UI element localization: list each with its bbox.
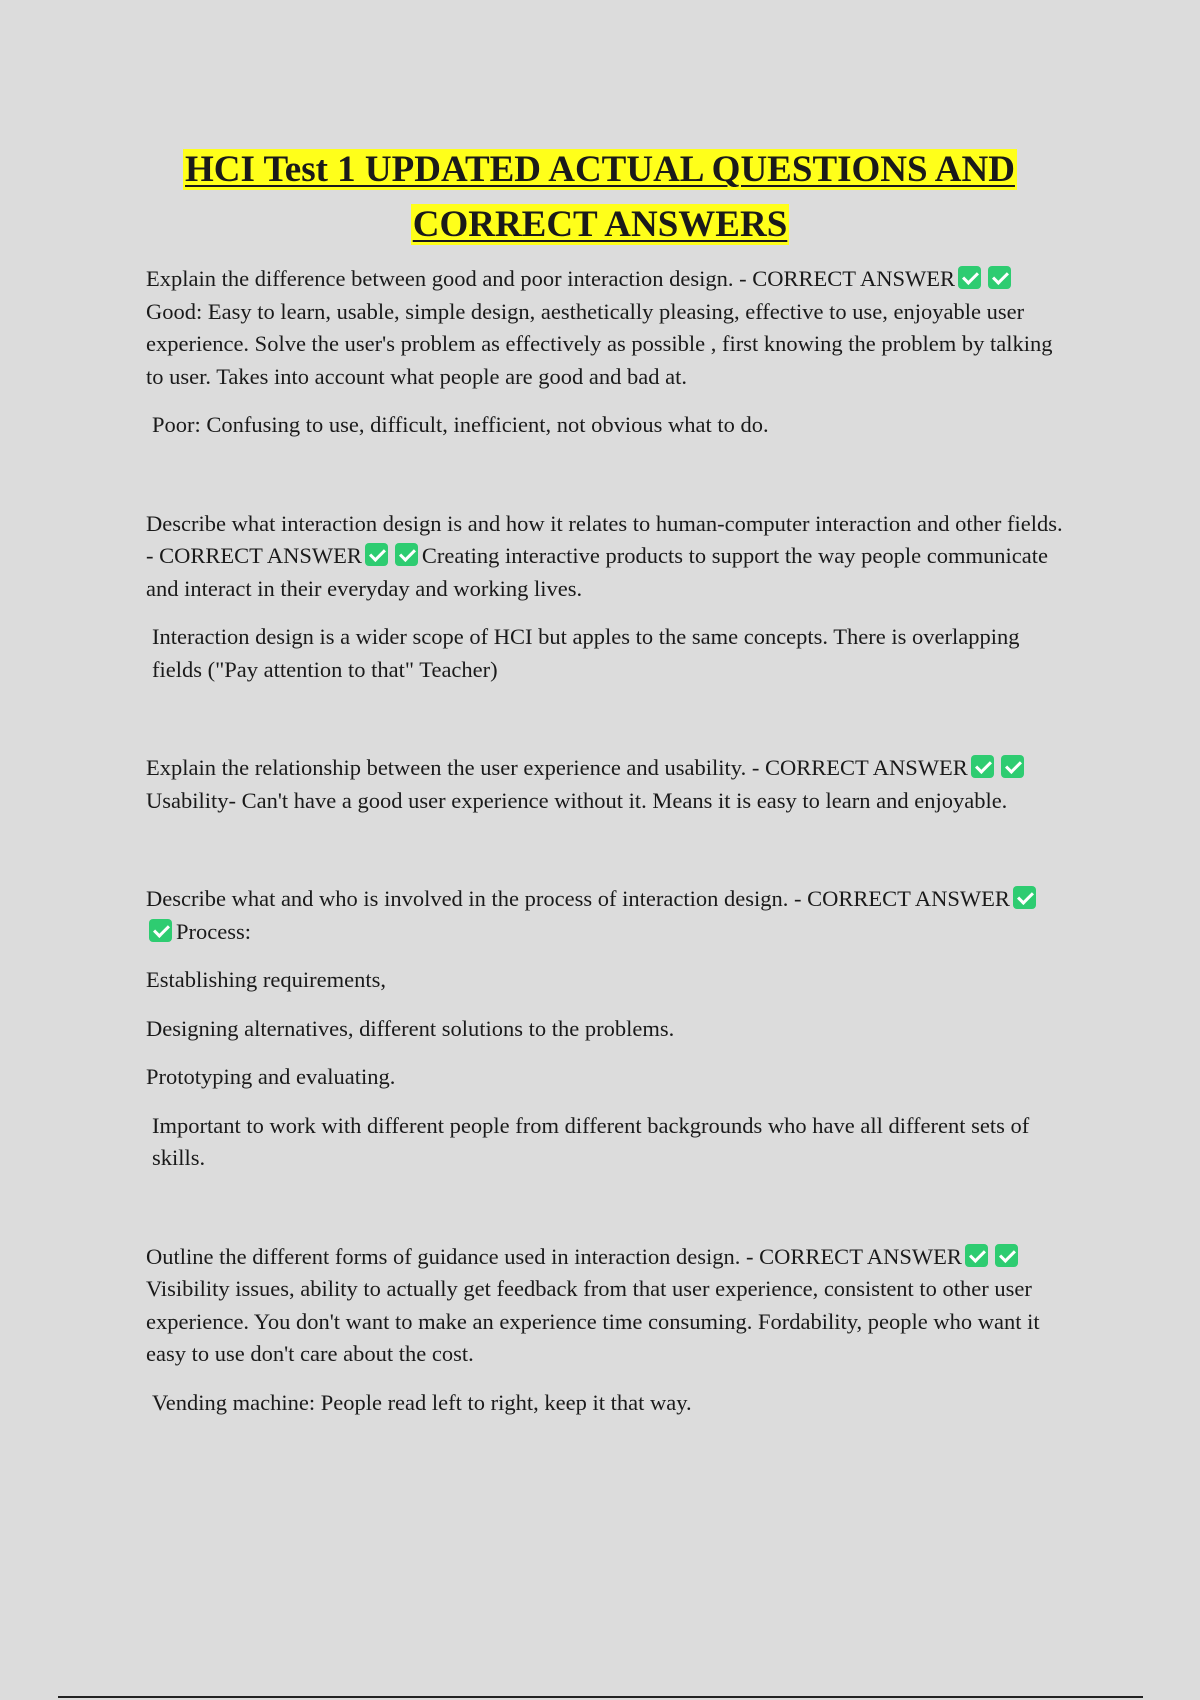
answer-marker: CORRECT ANSWER bbox=[759, 1243, 962, 1269]
answer-marker: CORRECT ANSWER bbox=[764, 755, 968, 780]
qa-item bbox=[146, 508, 1066, 687]
qa-question-paragraph bbox=[146, 752, 1066, 817]
question-text: Outline the different forms of guidance used in interaction design. - bbox=[146, 1243, 760, 1269]
qa-item bbox=[146, 263, 1066, 442]
check-mark-icon bbox=[365, 543, 388, 566]
answer-extra-paragraph: Important to work with different people from different backgrounds who have all different sets of skills. bbox=[152, 1112, 1030, 1170]
answer-text: Process: bbox=[176, 918, 251, 944]
answer-extra-paragraph: Establishing requirements, bbox=[146, 967, 386, 992]
answer-extra-paragraph: Poor: Confusing to use, difficult, inefficient, not obvious what to do. bbox=[152, 412, 769, 437]
document-body bbox=[146, 263, 1066, 1485]
check-mark-icon bbox=[995, 1244, 1018, 1267]
answer-marker: CORRECT ANSWER bbox=[752, 266, 955, 291]
check-mark-icon bbox=[958, 266, 981, 289]
answer-text: Creating interactive products to support the way people communicate and interact in their everyday and working lives. bbox=[146, 543, 1048, 601]
answer-extra-paragraph: Prototyping and evaluating. bbox=[146, 1064, 396, 1089]
answer-marker: CORRECT ANSWER bbox=[159, 543, 362, 568]
title-line-2: CORRECT ANSWERS bbox=[412, 204, 788, 245]
answer-extra-paragraph: Interaction design is a wider scope of HCI but apples to the same concepts. There is overlapping fields ("Pay attention to that" Teacher) bbox=[152, 624, 1020, 682]
check-mark-icon bbox=[1001, 755, 1024, 778]
qa-question-paragraph bbox=[146, 263, 1066, 393]
check-mark-icon bbox=[395, 543, 418, 566]
answer-text: Usability- Can't have a good user experience without it. Means it is easy to learn and enjoyable. bbox=[146, 787, 1008, 813]
question-text: Explain the relationship between the user experience and usability. - bbox=[146, 755, 765, 780]
qa-question-paragraph bbox=[146, 1241, 1066, 1371]
qa-item bbox=[146, 752, 1066, 817]
qa-question-paragraph bbox=[146, 508, 1066, 606]
document-title bbox=[120, 142, 1080, 252]
answer-marker: CORRECT ANSWER bbox=[807, 886, 1010, 911]
qa-item bbox=[146, 1241, 1066, 1420]
qa-question-paragraph bbox=[146, 883, 1066, 948]
question-text: Describe what interaction design is and how it relates to human-computer interaction and other fields. - bbox=[146, 510, 1063, 568]
check-mark-icon bbox=[149, 919, 172, 942]
answer-extra-paragraph: Vending machine: People read left to right, keep it that way. bbox=[152, 1389, 692, 1415]
answer-text: Good: Easy to learn, usable, simple design, aesthetically pleasing, effective to use, enjoyable user experience. Solve the user's problem as effectively as possible , first knowing the problem by talking to user. Takes into account what people are good and bad at. bbox=[146, 298, 1053, 389]
question-text: Explain the difference between good and poor interaction design. - bbox=[146, 266, 753, 291]
check-mark-icon bbox=[988, 266, 1011, 289]
check-mark-icon bbox=[965, 1244, 988, 1267]
answer-text: Visibility issues, ability to actually get feedback from that user experience, consistent to other user experience. You don't want to make an experience time consuming. Fordability, people who want it easy to use don't care about the cost. bbox=[146, 1276, 1040, 1366]
check-mark-icon bbox=[1013, 886, 1036, 909]
footer-divider bbox=[58, 1696, 1143, 1698]
question-text: Describe what and who is involved in the process of interaction design. - bbox=[146, 886, 808, 911]
answer-extra-paragraph: Designing alternatives, different solutions to the problems. bbox=[146, 1015, 675, 1041]
title-line-1: HCI Test 1 UPDATED ACTUAL QUESTIONS AND bbox=[185, 149, 1015, 190]
check-mark-icon bbox=[971, 755, 994, 778]
qa-item bbox=[146, 883, 1066, 1175]
